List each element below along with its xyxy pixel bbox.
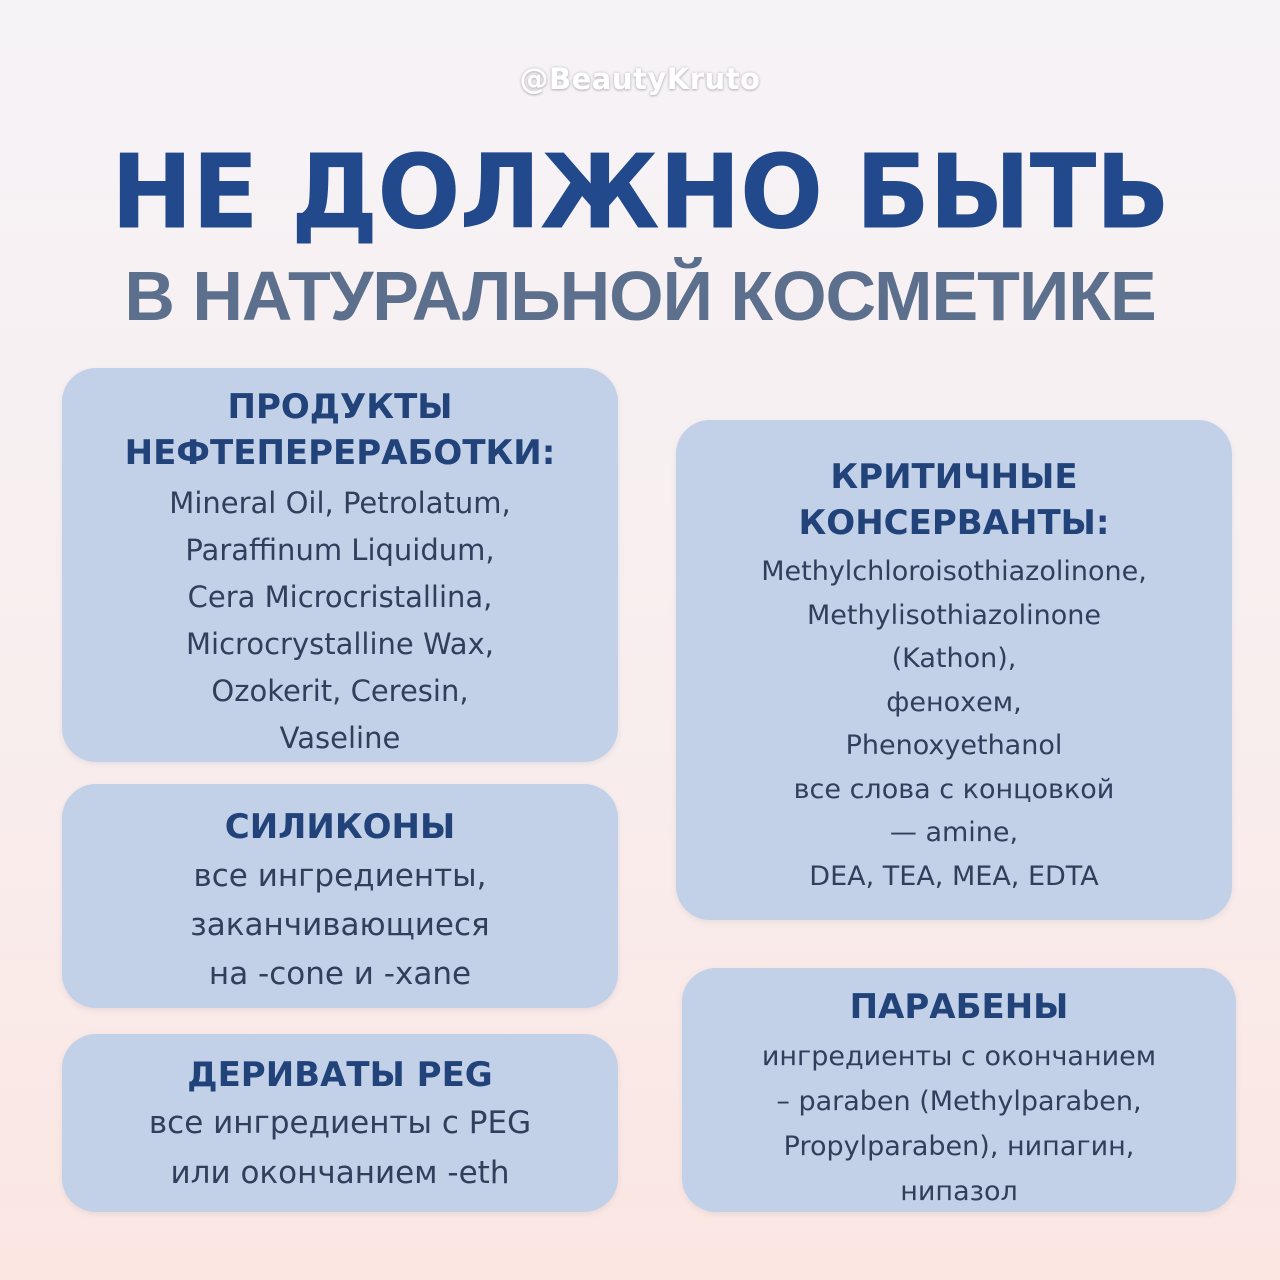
card-title: ПРОДУКТЫ НЕФТЕПЕРЕРАБОТКИ: bbox=[124, 387, 556, 473]
card-body: все ингредиенты с PEG или окончанием -eth bbox=[148, 1105, 532, 1191]
card-title: СИЛИКОНЫ bbox=[224, 807, 456, 847]
card-body: Mineral Oil, Petrolatum, Paraffinum Liquidum, Cera Microcristallina, Microcrystalline Wax, Ozokerit, Ceresin, Vaseline bbox=[169, 486, 511, 755]
card-body: все ингредиенты, заканчивающиеся на -cone и -xane bbox=[190, 858, 490, 992]
card-body: ингредиенты с окончанием – paraben (Methylparaben, Propylparaben), нипагин, нипазол bbox=[761, 1041, 1157, 1207]
page-title: НЕ ДОЛЖНО БЫТЬ bbox=[110, 133, 1170, 253]
card-title: ПАРАБЕНЫ bbox=[849, 987, 1069, 1027]
card-critical-preservatives bbox=[676, 420, 1232, 920]
card-parabens bbox=[682, 968, 1236, 1212]
card-body: Methylchloroisothiazolinone, Methylisothiazolinone (Kathon), фенохем, Phenoxyethanol все слова с концовкой — amine, DEA, TEA, MEA, EDTA bbox=[761, 556, 1147, 892]
card-title: ДЕРИВАТЫ PEG bbox=[187, 1055, 493, 1095]
card-silicones bbox=[62, 784, 618, 1008]
page-subtitle: В НАТУРАЛЬНОЙ КОСМЕТИКЕ bbox=[124, 257, 1156, 335]
card-title: КРИТИЧНЫЕ КОНСЕРВАНТЫ: bbox=[798, 457, 1110, 543]
card-petroleum-products bbox=[62, 368, 618, 762]
card-peg-derivatives bbox=[62, 1034, 618, 1212]
watermark-handle: @BeautyKruto bbox=[519, 62, 761, 96]
